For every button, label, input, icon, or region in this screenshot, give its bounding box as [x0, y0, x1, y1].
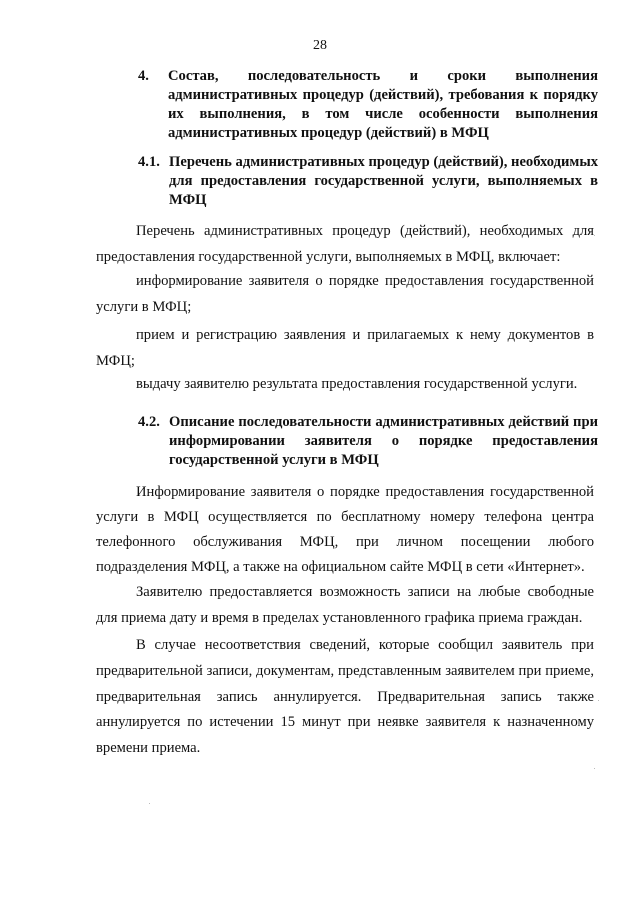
scan-speck: [594, 235, 595, 236]
list-item: прием и регистрацию заявления и прилагаемых к нему документов в МФЦ;: [96, 327, 594, 370]
scan-speck: [598, 700, 599, 701]
section-4-2-title: Описание последовательности административных действий при информировании заявителя о порядке предоставления государственной услуги в МФЦ: [169, 414, 598, 468]
section-4-1-heading: [138, 153, 598, 210]
list-item: выдачу заявителю результата предоставления государственной услуги.: [136, 376, 578, 392]
section-4-heading: [138, 67, 598, 143]
section-4-2-paragraph: В случае несоответствия сведений, которые сообщил заявитель при предварительной записи, документам, представленным заявителем при приеме, предварительная запись аннулируется. Предварительная запись также аннулируется по истечении 15 минут при неявке заявителя к назначенному времени приема.: [96, 637, 594, 757]
page-number: 28: [313, 38, 327, 53]
section-4-1-number: 4.1.: [138, 154, 160, 170]
section-4-2-heading: [138, 413, 598, 470]
section-4-1-intro: Перечень административных процедур (действий), необходимых для предоставления государственной услуги, выполняемых в МФЦ, включает:: [96, 223, 594, 266]
section-4-1-title: Перечень административных процедур (действий), необходимых для предоставления государственной услуги, выполняемых в МФЦ: [169, 154, 599, 208]
scan-speck: [149, 803, 150, 804]
section-4-title: Состав, последовательность и сроки выполнения административных процедур (действий), требования к порядку их выполнения, в том числе особенности выполнения административных процедур (действий) в МФЦ: [168, 68, 598, 141]
section-4-2-number: 4.2.: [138, 414, 160, 430]
section-4-number: 4.: [138, 68, 149, 84]
section-4-2-paragraph: Заявителю предоставляется возможность записи на любые свободные для приема дату и время в пределах установленного графика приема граждан.: [96, 584, 594, 626]
section-4-2-paragraph: Информирование заявителя о порядке предоставления государственной услуги в МФЦ осуществляется по бесплатному номеру телефона центра телефонного обслуживания МФЦ, при личном посещении любого подразделения МФЦ, а также на официальном сайте МФЦ в сети «Интернет».: [96, 484, 594, 575]
list-item: информирование заявителя о порядке предоставления государственной услуги в МФЦ;: [96, 273, 594, 316]
scan-speck: [594, 768, 595, 769]
